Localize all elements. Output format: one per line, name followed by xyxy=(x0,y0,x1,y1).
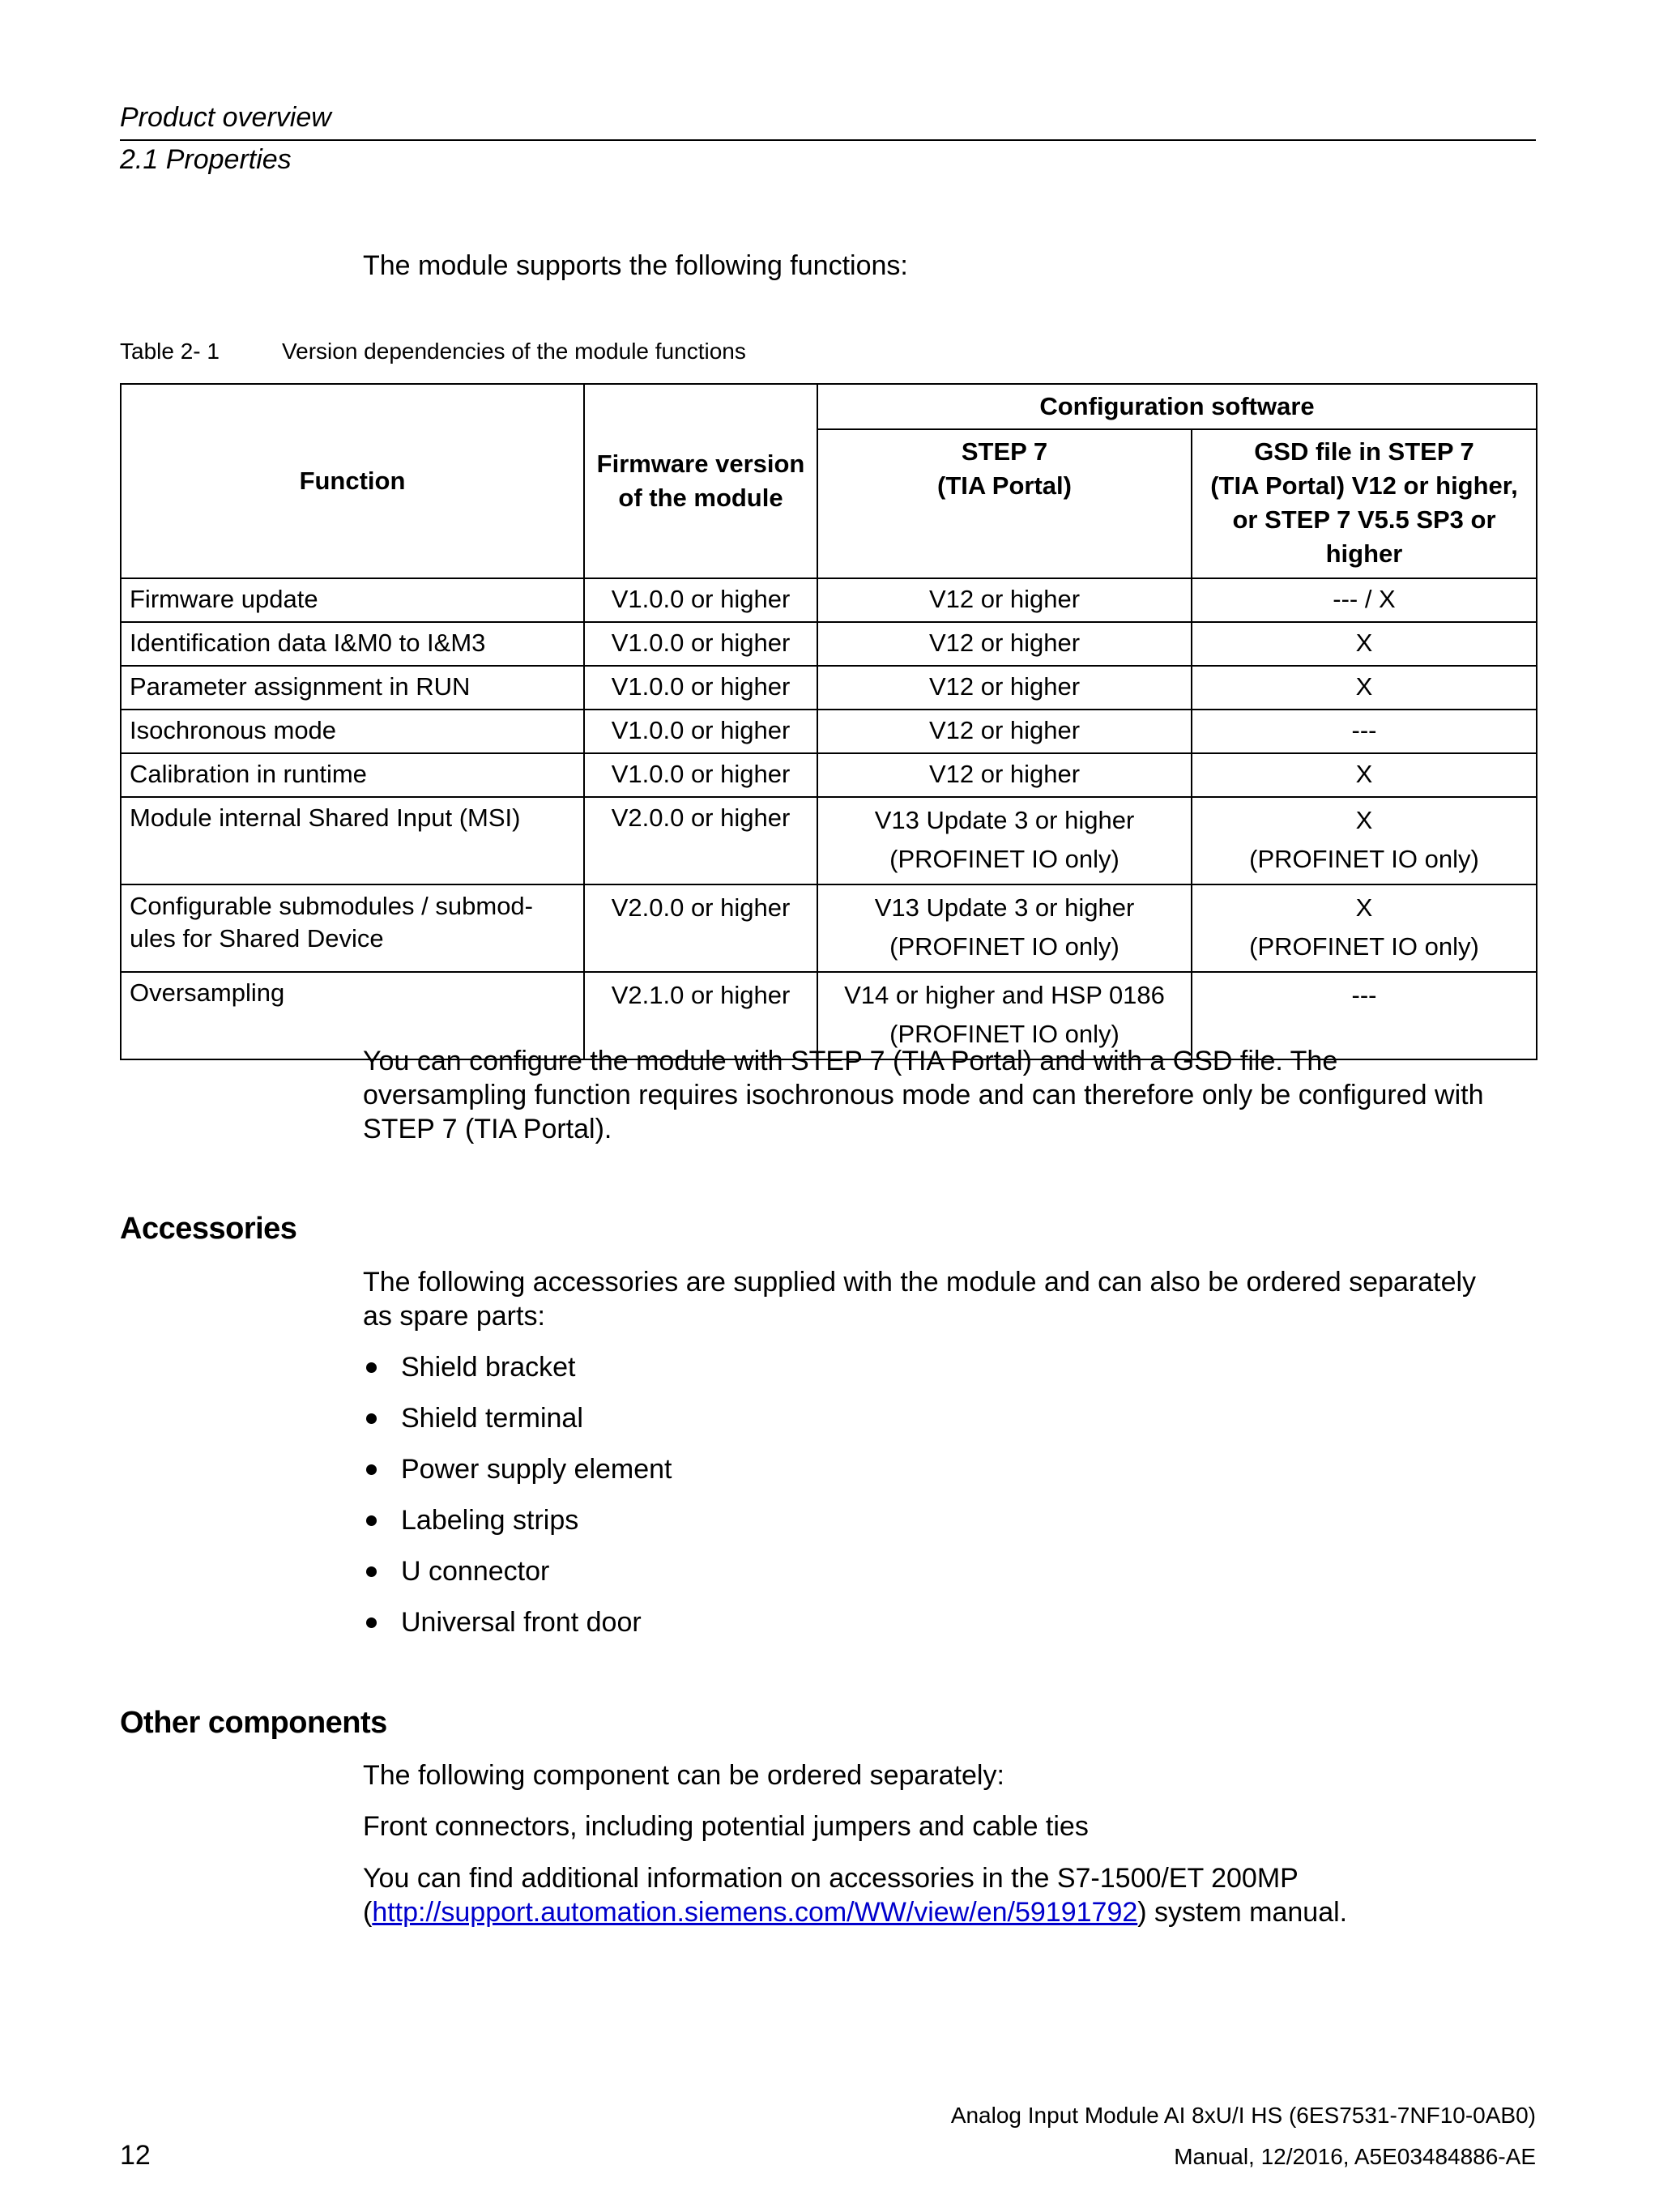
footer-manual: Manual, 12/2016, A5E03484886-AE xyxy=(1174,2144,1536,2169)
table-row xyxy=(121,710,1537,753)
cell-function: Configurable submodules / submod- ules for Shared Device xyxy=(121,884,584,972)
list-item: Shield terminal xyxy=(363,1393,672,1444)
accessories-list xyxy=(363,1342,672,1648)
cell-gsd: X xyxy=(1192,753,1537,797)
cell-function: Module internal Shared Input (MSI) xyxy=(121,797,584,884)
other-p3: You can find additional information on accessories in the S7-1500/ET 200MP (http://support.automation.siemens.com/WW/view/en/59191792) system manual. xyxy=(363,1863,1348,1928)
table-row xyxy=(121,666,1537,710)
list-item: Universal front door xyxy=(363,1597,672,1648)
config-note: You can configure the module with STEP 7 (TIA Portal) and with a GSD file. The oversampling function requires isochronous mode and can therefore only be configured with STEP 7 (TIA Portal). xyxy=(363,1046,1484,1144)
list-item: U connector xyxy=(363,1546,672,1597)
header-config-software: Configuration software xyxy=(817,384,1537,429)
header-step7: STEP 7 (TIA Portal) xyxy=(817,429,1192,578)
cell-step7: V12 or higher xyxy=(817,710,1192,753)
header-function: Function xyxy=(121,384,584,578)
cell-firmware: V2.1.0 or higher xyxy=(584,972,817,1059)
cell-gsd: X xyxy=(1192,622,1537,666)
other-p2: Front connectors, including potential jumpers and cable ties xyxy=(363,1811,1089,1842)
cell-firmware: V1.0.0 or higher xyxy=(584,578,817,622)
cell-function: Oversampling xyxy=(121,972,584,1059)
cell-function: Calibration in runtime xyxy=(121,753,584,797)
cell-gsd: X (PROFINET IO only) xyxy=(1192,884,1537,972)
header-divider xyxy=(120,139,1536,141)
cell-function: Parameter assignment in RUN xyxy=(121,666,584,710)
table-row xyxy=(121,797,1537,884)
list-item: Labeling strips xyxy=(363,1495,672,1546)
bullet-icon xyxy=(366,1362,377,1373)
header-gsd: GSD file in STEP 7 (TIA Portal) V12 or higher, or STEP 7 V5.5 SP3 or higher xyxy=(1192,429,1537,578)
cell-function: Firmware update xyxy=(121,578,584,622)
other-components-heading: Other components xyxy=(120,1706,387,1740)
bullet-icon xyxy=(366,1515,377,1526)
cell-gsd: --- / X xyxy=(1192,578,1537,622)
table-row xyxy=(121,578,1537,622)
bullet-icon xyxy=(366,1617,377,1628)
table-row xyxy=(121,884,1537,972)
cell-firmware: V1.0.0 or higher xyxy=(584,622,817,666)
cell-firmware: V2.0.0 or higher xyxy=(584,797,817,884)
list-item: Shield bracket xyxy=(363,1342,672,1393)
cell-function: Identification data I&M0 to I&M3 xyxy=(121,622,584,666)
table-caption-title: Version dependencies of the module functions xyxy=(282,339,746,364)
intro-text: The module supports the following functions: xyxy=(363,250,908,281)
table-row xyxy=(121,622,1537,666)
list-item: Power supply element xyxy=(363,1444,672,1495)
other-p1: The following component can be ordered separately: xyxy=(363,1760,1004,1791)
table-row xyxy=(121,753,1537,797)
accessories-heading: Accessories xyxy=(120,1212,297,1246)
cell-function: Isochronous mode xyxy=(121,710,584,753)
table-caption-number: Table 2- 1 xyxy=(120,339,220,364)
cell-firmware: V1.0.0 or higher xyxy=(584,710,817,753)
cell-firmware: V1.0.0 or higher xyxy=(584,666,817,710)
cell-step7: V13 Update 3 or higher (PROFINET IO only) xyxy=(817,797,1192,884)
cell-step7: V14 or higher and HSP 0186 (PROFINET IO only) xyxy=(817,972,1192,1059)
header-firmware: Firmware version of the module xyxy=(584,384,817,578)
cell-gsd: X xyxy=(1192,666,1537,710)
bullet-icon xyxy=(366,1566,377,1577)
cell-gsd: X (PROFINET IO only) xyxy=(1192,797,1537,884)
cell-step7: V12 or higher xyxy=(817,578,1192,622)
version-table xyxy=(120,383,1537,1060)
footer-product: Analog Input Module AI 8xU/I HS (6ES7531-7NF10-0AB0) xyxy=(950,2103,1536,2128)
cell-step7: V12 or higher xyxy=(817,753,1192,797)
page-number: 12 xyxy=(120,2140,151,2171)
cell-step7: V13 Update 3 or higher (PROFINET IO only) xyxy=(817,884,1192,972)
support-link[interactable]: http://support.automation.siemens.com/WW/view/en/59191792 xyxy=(372,1897,1138,1928)
header-section: 2.1 Properties xyxy=(120,144,292,175)
cell-firmware: V2.0.0 or higher xyxy=(584,884,817,972)
cell-gsd: --- xyxy=(1192,710,1537,753)
cell-gsd: --- xyxy=(1192,972,1537,1059)
bullet-icon xyxy=(366,1464,377,1475)
header-chapter: Product overview xyxy=(120,102,331,133)
accessories-intro: The following accessories are supplied with the module and can also be ordered separately as spare parts: xyxy=(363,1267,1477,1332)
cell-step7: V12 or higher xyxy=(817,666,1192,710)
cell-step7: V12 or higher xyxy=(817,622,1192,666)
bullet-icon xyxy=(366,1413,377,1424)
cell-firmware: V1.0.0 or higher xyxy=(584,753,817,797)
